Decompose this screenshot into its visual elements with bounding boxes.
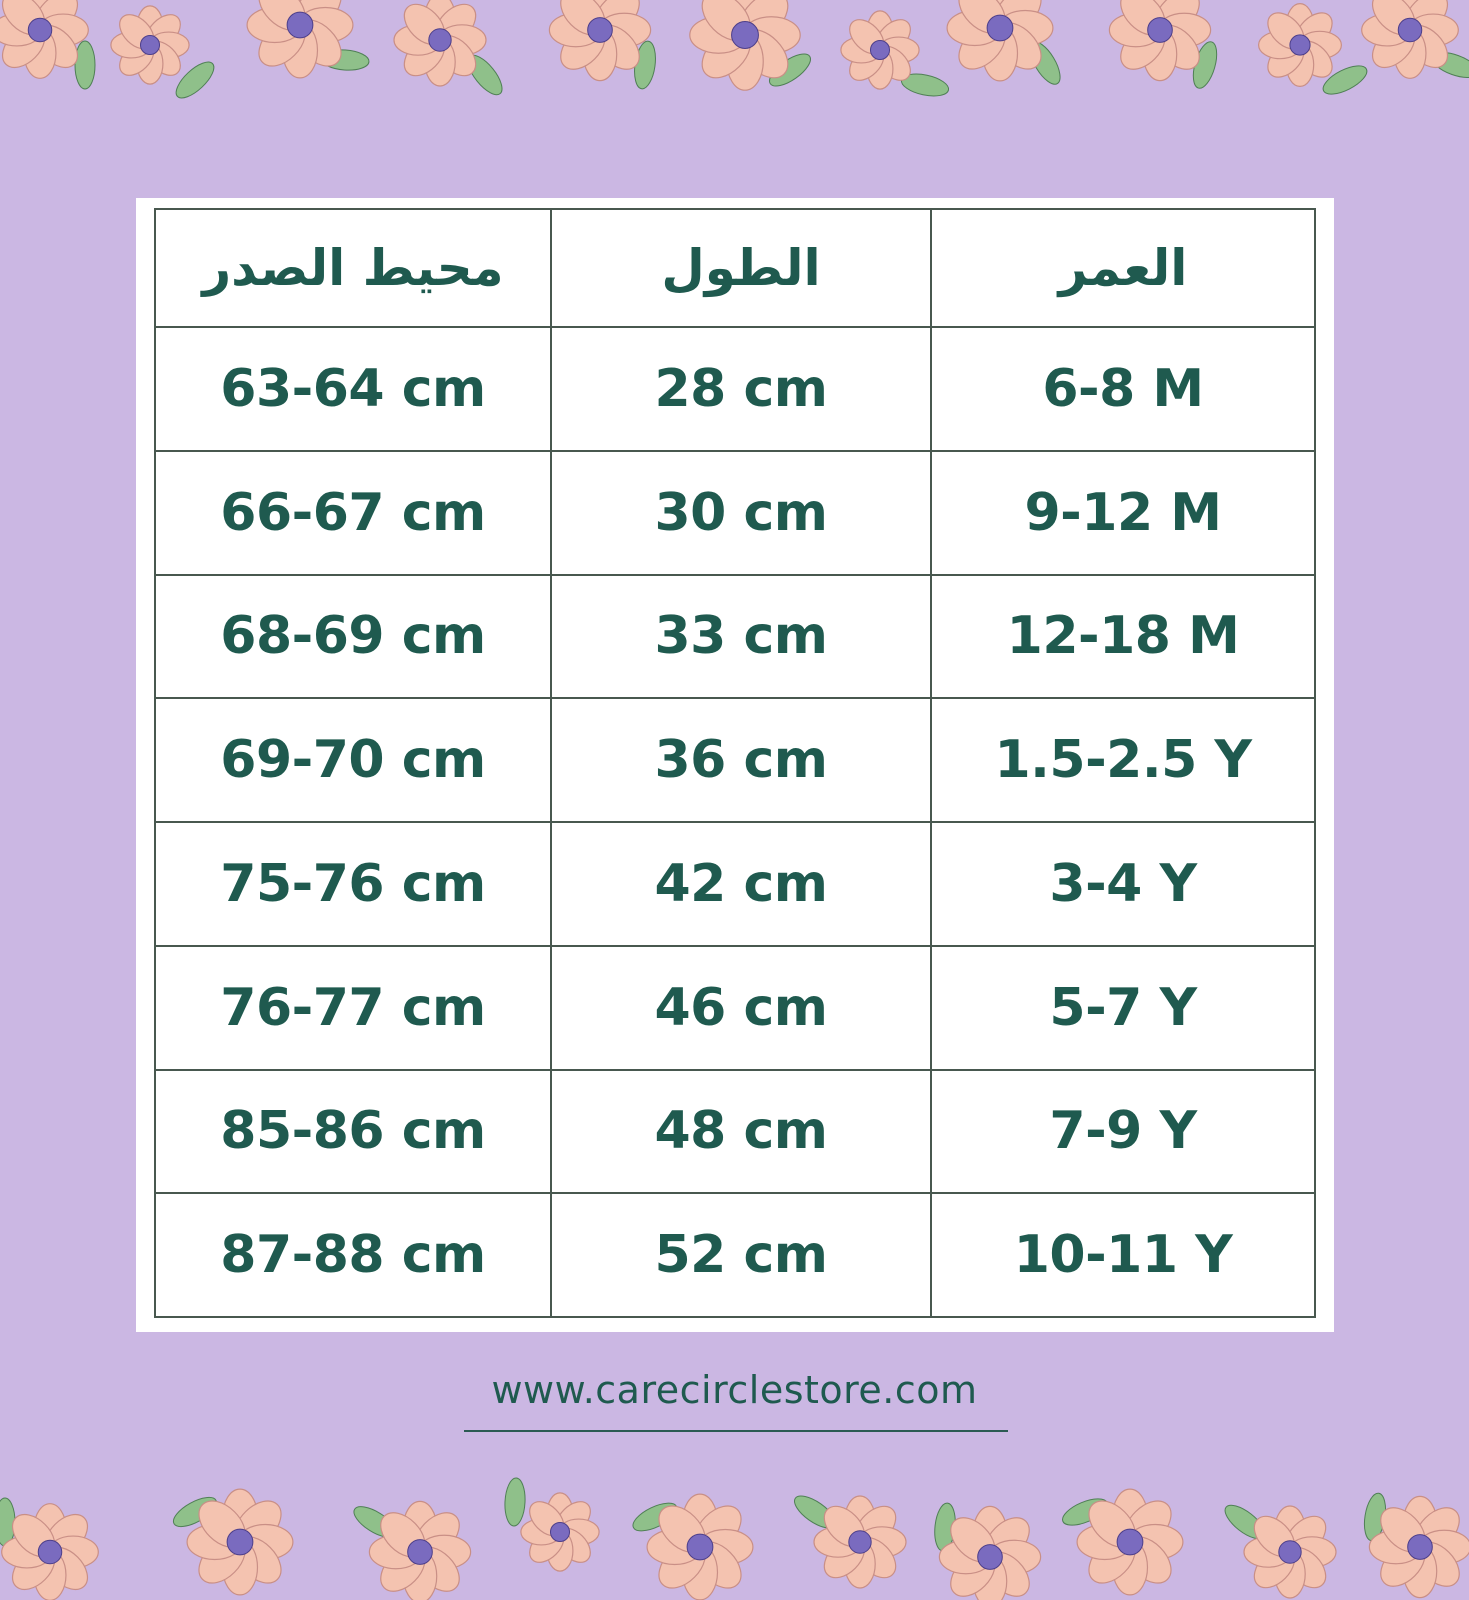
table-row [155, 698, 1315, 822]
cell-chest: 68-69 cm [155, 575, 551, 699]
table-row [155, 575, 1315, 699]
floral-border-top [0, 0, 1469, 130]
cell-length: 28 cm [551, 327, 931, 451]
table-row [155, 1070, 1315, 1194]
size-chart-card [136, 198, 1334, 1332]
size-chart-table [154, 208, 1316, 1318]
cell-age: 10-11 Y [931, 1193, 1315, 1317]
flower-icon [1369, 1496, 1469, 1597]
cell-age: 3-4 Y [931, 822, 1315, 946]
table-header-row [155, 209, 1315, 327]
flower-icon [1077, 1489, 1183, 1595]
cell-age: 1.5-2.5 Y [931, 698, 1315, 822]
cell-age: 6-8 M [931, 327, 1315, 451]
cell-chest: 66-67 cm [155, 451, 551, 575]
flower-icon [111, 6, 189, 84]
cell-length: 42 cm [551, 822, 931, 946]
website-url[interactable]: www.carecirclestore.com [491, 1368, 978, 1412]
cell-length: 30 cm [551, 451, 931, 575]
table-row [155, 946, 1315, 1070]
flower-icon [187, 1489, 293, 1595]
table-row [155, 327, 1315, 451]
cell-age: 12-18 M [931, 575, 1315, 699]
flower-icon [1259, 4, 1342, 87]
cell-age: 9-12 M [931, 451, 1315, 575]
website-underline [464, 1430, 1008, 1432]
cell-chest: 76-77 cm [155, 946, 551, 1070]
floral-border-bottom-art [0, 1462, 1469, 1600]
flower-icon [521, 1493, 599, 1571]
flower-icon [939, 1506, 1040, 1600]
floral-border-bottom [0, 1462, 1469, 1600]
cell-length: 33 cm [551, 575, 931, 699]
floral-border-top-art [0, 0, 1469, 130]
table-row [155, 822, 1315, 946]
flower-icon [814, 1496, 906, 1588]
leaf-icon [504, 1478, 526, 1527]
flower-icon [1244, 1506, 1336, 1598]
flower-icon [2, 1504, 99, 1600]
cell-length: 46 cm [551, 946, 931, 1070]
flower-icon [394, 0, 486, 86]
table-row [155, 451, 1315, 575]
header-age: العمر [931, 209, 1315, 327]
cell-chest: 69-70 cm [155, 698, 551, 822]
cell-chest: 75-76 cm [155, 822, 551, 946]
cell-chest: 87-88 cm [155, 1193, 551, 1317]
flower-icon [647, 1494, 753, 1600]
cell-chest: 63-64 cm [155, 327, 551, 451]
cell-age: 7-9 Y [931, 1070, 1315, 1194]
cell-length: 48 cm [551, 1070, 931, 1194]
flower-icon [369, 1501, 470, 1600]
header-chest: محيط الصدر [155, 209, 551, 327]
cell-length: 52 cm [551, 1193, 931, 1317]
cell-chest: 85-86 cm [155, 1070, 551, 1194]
cell-age: 5-7 Y [931, 946, 1315, 1070]
table-row [155, 1193, 1315, 1317]
header-length: الطول [551, 209, 931, 327]
flower-icon [841, 11, 919, 89]
cell-length: 36 cm [551, 698, 931, 822]
leaf-icon [75, 41, 95, 89]
